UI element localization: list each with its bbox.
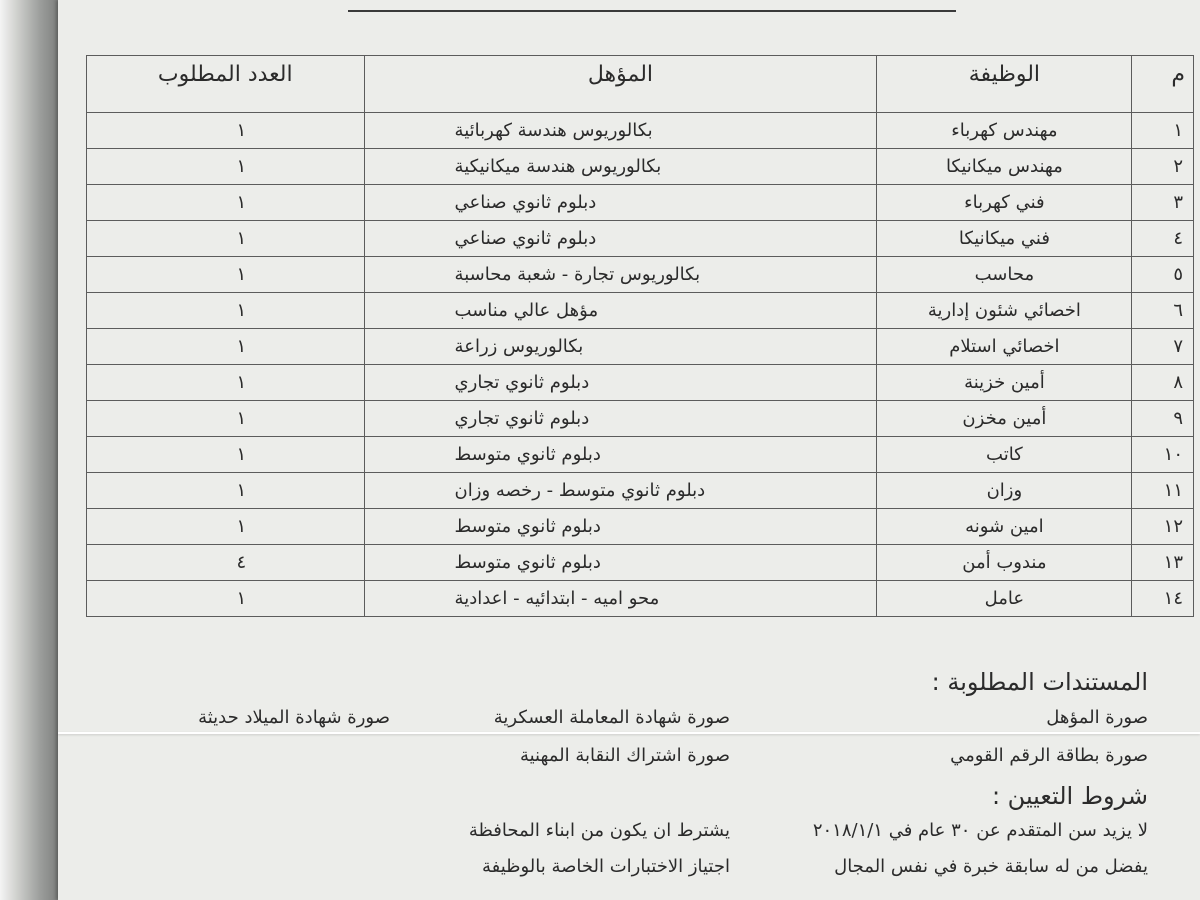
row-number: ٨ [1132,365,1194,401]
row-number: ٣ [1132,185,1194,221]
row-number: ٥ [1132,257,1194,293]
row-job: امين شونه [877,509,1132,545]
conditions-heading: شروط التعيين : [991,782,1148,810]
row-count: ١ [87,149,365,185]
title-underline [348,0,956,12]
table-row [87,149,1194,185]
row-job: اخصائي استلام [877,329,1132,365]
row-count: ١ [87,293,365,329]
table-row [87,293,1194,329]
row-number: ٩ [1132,401,1194,437]
row-count: ١ [87,365,365,401]
table-row [87,581,1194,617]
document-page [58,0,1200,900]
documents-item-5: صورة اشتراك النقابة المهنية [519,745,730,766]
conditions-item-2: يشترط ان يكون من ابناء المحافظة [468,820,730,841]
row-job: مندوب أمن [877,545,1132,581]
documents-item-4: صورة بطاقة الرقم القومي [950,745,1148,766]
table-row [87,113,1194,149]
row-job: مهندس ميكانيكا [877,149,1132,185]
row-job: كاتب [877,437,1132,473]
row-count: ١ [87,401,365,437]
row-number: ٧ [1132,329,1194,365]
jobs-table [86,55,1194,617]
table-row [87,185,1194,221]
row-qualification: دبلوم ثانوي متوسط [364,509,877,545]
row-number: ١٤ [1132,581,1194,617]
table-header-row [87,56,1194,113]
table-row [87,473,1194,509]
background-edge [0,0,58,900]
row-count: ١ [87,221,365,257]
conditions-item-4: اجتياز الاختبارات الخاصة بالوظيفة [481,856,730,877]
row-qualification: دبلوم ثانوي صناعي [364,185,877,221]
row-count: ١ [87,473,365,509]
documents-item-1: صورة المؤهل [1046,707,1148,728]
table-row [87,257,1194,293]
table-row [87,545,1194,581]
row-qualification: محو اميه - ابتدائيه - اعدادية [364,581,877,617]
table-row [87,437,1194,473]
row-job: اخصائي شئون إدارية [877,293,1132,329]
row-qualification: دبلوم ثانوي متوسط [364,437,877,473]
row-qualification: بكالوريوس هندسة ميكانيكية [364,149,877,185]
documents-item-3: صورة شهادة الميلاد حديثة [198,707,390,728]
row-qualification: مؤهل عالي مناسب [364,293,877,329]
scan-fold-line [58,732,1200,734]
row-count: ١ [87,509,365,545]
row-count: ١ [87,329,365,365]
row-qualification: بكالوريوس تجارة - شعبة محاسبة [364,257,877,293]
header-count: العدد المطلوب [87,56,365,113]
row-job: فني ميكانيكا [877,221,1132,257]
row-number: ٢ [1132,149,1194,185]
header-no: م [1132,56,1194,113]
row-count: ١ [87,437,365,473]
row-count: ١ [87,113,365,149]
row-number: ١٢ [1132,509,1194,545]
row-job: مهندس كهرباء [877,113,1132,149]
row-qualification: دبلوم ثانوي متوسط - رخصه وزان [364,473,877,509]
row-count: ٤ [87,545,365,581]
row-qualification: دبلوم ثانوي تجاري [364,365,877,401]
row-qualification: بكالوريوس هندسة كهربائية [364,113,877,149]
row-number: ٤ [1132,221,1194,257]
header-qualification: المؤهل [364,56,877,113]
row-qualification: دبلوم ثانوي صناعي [364,221,877,257]
row-job: أمين خزينة [877,365,1132,401]
row-qualification: دبلوم ثانوي تجاري [364,401,877,437]
row-count: ١ [87,581,365,617]
table-row [87,365,1194,401]
row-job: وزان [877,473,1132,509]
row-job: أمين مخزن [877,401,1132,437]
row-qualification: بكالوريوس زراعة [364,329,877,365]
row-number: ١٣ [1132,545,1194,581]
conditions-item-1: لا يزيد سن المتقدم عن ٣٠ عام في ٢٠١٨/١/١ [812,820,1148,841]
row-qualification: دبلوم ثانوي متوسط [364,545,877,581]
row-count: ١ [87,185,365,221]
row-job: محاسب [877,257,1132,293]
documents-item-2: صورة شهادة المعاملة العسكرية [493,707,730,728]
row-number: ١١ [1132,473,1194,509]
row-number: ١٠ [1132,437,1194,473]
table-row [87,509,1194,545]
row-count: ١ [87,257,365,293]
table-row [87,221,1194,257]
row-job: فني كهرباء [877,185,1132,221]
header-job: الوظيفة [877,56,1132,113]
documents-heading: المستندات المطلوبة : [931,668,1148,696]
row-number: ٦ [1132,293,1194,329]
conditions-item-3: يفضل من له سابقة خبرة في نفس المجال [834,856,1148,877]
row-job: عامل [877,581,1132,617]
table-row [87,329,1194,365]
table-row [87,401,1194,437]
row-number: ١ [1132,113,1194,149]
